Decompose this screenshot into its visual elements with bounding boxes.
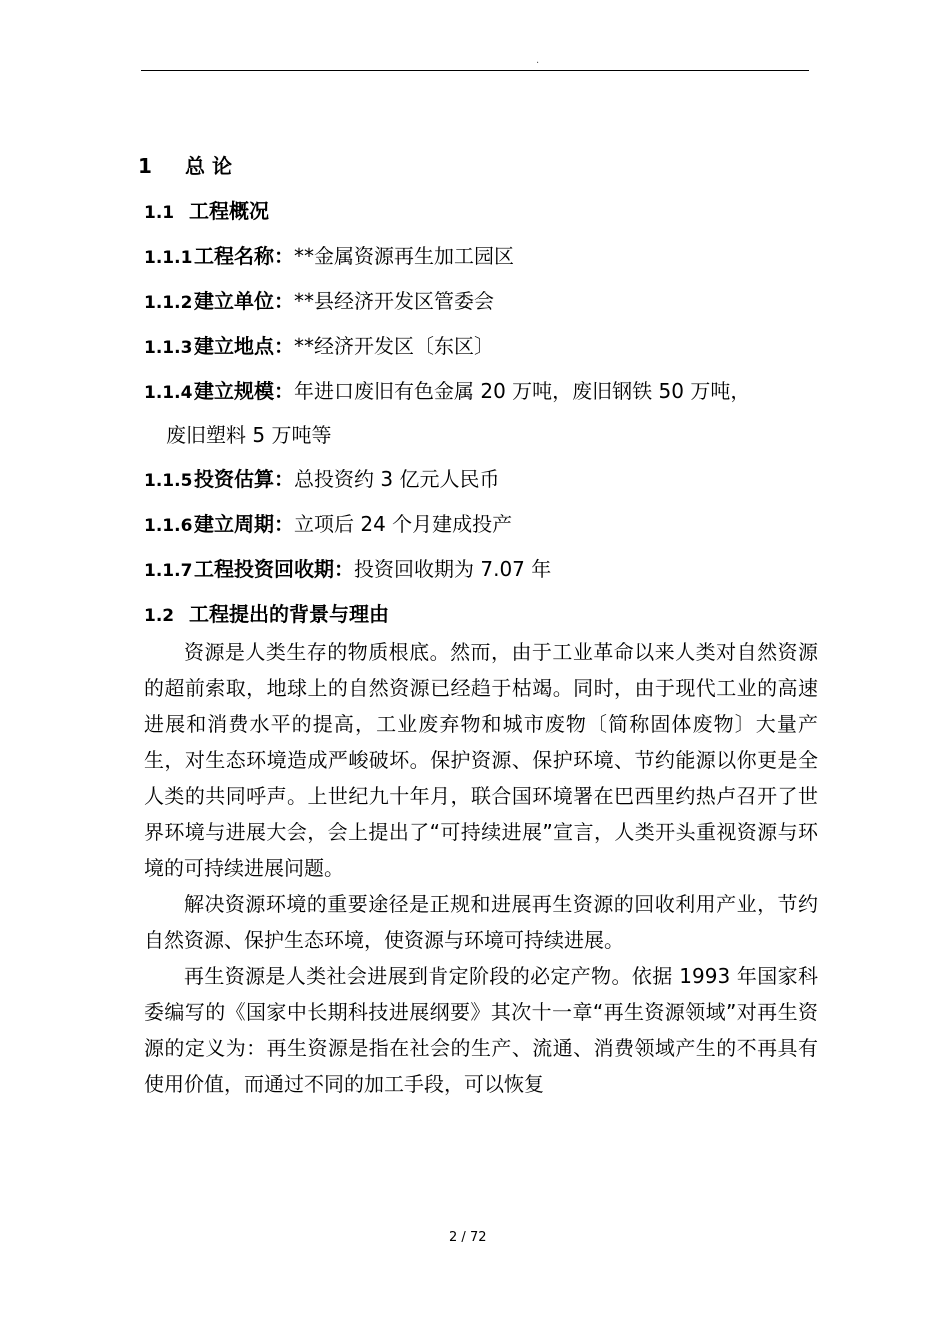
header-mark: . [536, 55, 540, 66]
item-number: 1.1.2 [144, 293, 193, 313]
item-1-1-4-continuation: 废旧塑料 5 万吨等 [166, 423, 332, 447]
item-label: 建立单位： [194, 289, 294, 313]
chapter-heading [138, 152, 232, 180]
total-pages: 72 [469, 1230, 487, 1245]
item-1-1-7 [144, 555, 551, 585]
item-label: 建立地点： [194, 334, 294, 358]
item-number: 1.1.3 [144, 338, 193, 358]
item-1-1-6 [144, 510, 512, 540]
section-title: 工程概况 [189, 199, 269, 223]
item-value: **经济开发区〔东区〕 [294, 334, 494, 358]
current-page: 2 [449, 1230, 458, 1245]
section-heading-1-1 [144, 197, 269, 227]
item-value: **金属资源再生加工园区 [294, 244, 514, 268]
item-value: **县经济开发区管委会 [294, 289, 494, 313]
item-1-1-2 [144, 287, 494, 317]
body-paragraph-1: 资源是人类生存的物质根底。然而，由于工业革命以来人类对自然资源的超前索取，地球上的自然资源已经趋于枯竭。同时，由于现代工业的高速进展和消费水平的提高，工业废弃物和城市废物〔简称固体废物〕大量产生，对生态环境造成严峻破坏。保护资源、保护环境、节约能源以你更是全人类的共同呼声。上世纪九十年月，联合国环境署在巴西里约热卢召开了世界环境与进展大会，会上提出了“可持续进展”宣言，人类开头重视资源与环境的可持续进展问题。 [144, 640, 818, 880]
header-rule [141, 70, 809, 71]
item-number: 1.1.4 [144, 383, 193, 403]
item-1-1-5 [144, 465, 499, 495]
item-label: 建立规模： [194, 379, 294, 403]
section-heading-1-2 [144, 600, 389, 630]
item-label: 投资估算： [194, 467, 294, 491]
section-number: 1.2 [144, 606, 175, 626]
section-number: 1.1 [144, 203, 175, 223]
item-1-1-4 [144, 377, 750, 407]
item-value: 立项后 24 个月建成投产 [294, 512, 513, 536]
chapter-number: 1 [138, 154, 152, 178]
item-label: 建立周期： [194, 512, 294, 536]
item-1-1-1 [144, 242, 514, 272]
item-number: 1.1.5 [144, 471, 193, 491]
item-value: 年进口废旧有色金属 20 万吨，废旧钢铁 50 万吨， [294, 379, 751, 403]
body-paragraph-3: 再生资源是人类社会进展到肯定阶段的必定产物。依据 1993 年国家科委编写的《国家中长期科技进展纲要》其次十一章“再生资源领域”对再生资源的定义为：再生资源是指在社会的生产、流通、消费领域产生的不再具有使用价值，而通过不同的加工手段，可以恢复 [144, 964, 818, 1096]
chapter-title: 总 论 [185, 154, 232, 178]
item-label: 工程名称： [194, 244, 294, 268]
body-paragraph-2: 解决资源环境的重要途径是正规和进展再生资源的回收利用产业，节约自然资源、保护生态环境，使资源与环境可持续进展。 [144, 892, 818, 952]
item-value: 投资回收期为 7.07 年 [354, 557, 552, 581]
page-separator: / [461, 1230, 466, 1245]
item-label: 工程投资回收期： [194, 557, 354, 581]
item-number: 1.1.1 [144, 248, 193, 268]
page-number [449, 1230, 487, 1246]
item-1-1-3 [144, 332, 494, 362]
section-title: 工程提出的背景与理由 [189, 602, 389, 626]
item-number: 1.1.6 [144, 516, 193, 536]
item-number: 1.1.7 [144, 561, 193, 581]
item-value: 总投资约 3 亿元人民币 [294, 467, 500, 491]
